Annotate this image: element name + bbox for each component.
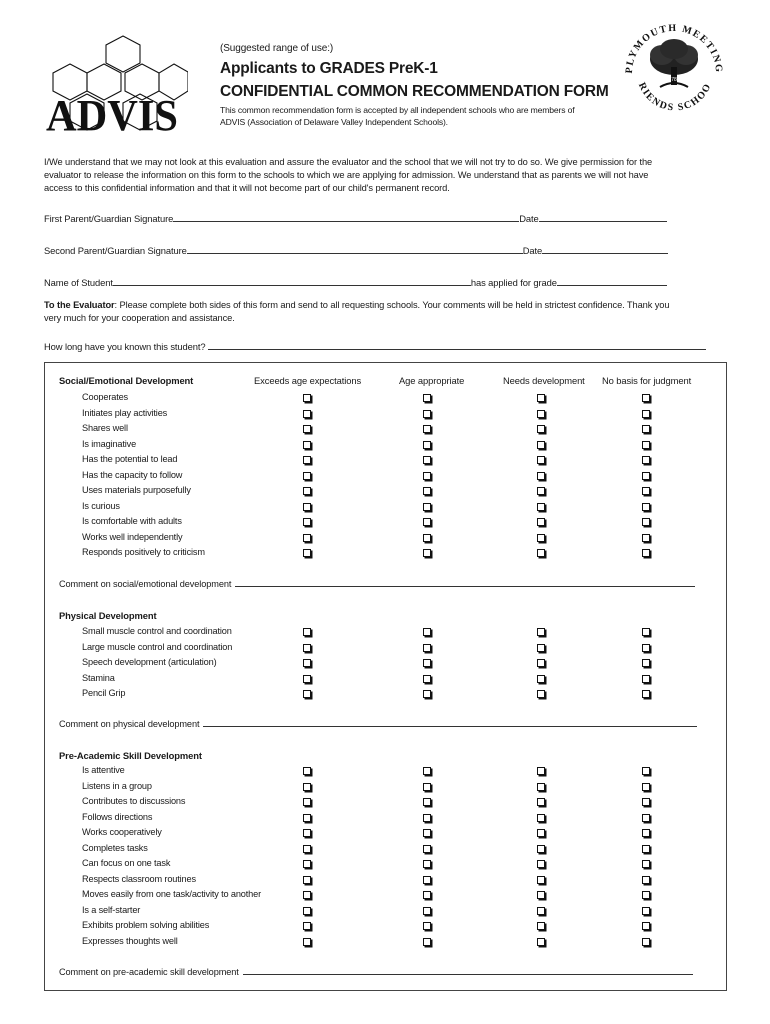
- evaluator-instructions-line1: [44, 299, 669, 312]
- evaluator-label: To the Evaluator: [44, 300, 115, 310]
- column-no-basis: No basis for judgment: [602, 375, 692, 386]
- rating-checkbox[interactable]: [303, 394, 311, 402]
- rating-checkbox[interactable]: [537, 425, 545, 433]
- rating-checkbox[interactable]: [642, 628, 650, 636]
- form-description-line1: This common recommendation form is accepted by all independent schools who are members of: [220, 105, 575, 115]
- rating-checkbox[interactable]: [642, 410, 650, 418]
- rating-checkbox[interactable]: [537, 503, 545, 511]
- rating-checkbox[interactable]: [642, 675, 650, 683]
- rating-checkbox[interactable]: [537, 534, 545, 542]
- criterion-small-muscle-control-and-coordination: Small muscle control and coordination: [82, 626, 232, 636]
- rating-checkbox[interactable]: [642, 690, 650, 698]
- criterion-responds-positively-to-criticism: Responds positively to criticism: [82, 547, 205, 557]
- criterion-respects-classroom-routines: Respects classroom routines: [82, 873, 196, 884]
- student-name-row: [44, 277, 667, 288]
- rating-checkbox[interactable]: [423, 472, 431, 480]
- criterion-follows-directions: Follows directions: [82, 811, 153, 822]
- rating-checkbox[interactable]: [423, 534, 431, 542]
- comment-label: Comment on physical development: [59, 719, 200, 729]
- rating-checkbox[interactable]: [303, 503, 311, 511]
- evaluator-text-line1: : Please complete both sides of this form and send to all requesting schools. Your comments will be held in strictest confidence. Thank you: [114, 300, 670, 310]
- comment-field[interactable]: [203, 718, 697, 727]
- criterion-is-curious: Is curious: [82, 500, 120, 511]
- first-date-label: Date: [519, 213, 539, 224]
- rating-checkbox[interactable]: [303, 410, 311, 418]
- usage-range-note: (Suggested range of use:): [220, 43, 334, 54]
- criterion-is-comfortable-with-adults: Is comfortable with adults: [82, 516, 182, 526]
- second-date-label: Date: [522, 245, 543, 256]
- rating-checkbox[interactable]: [423, 829, 431, 837]
- rating-checkbox[interactable]: [303, 487, 311, 495]
- second-date-field[interactable]: [542, 245, 668, 254]
- criterion-works-cooperatively: Works cooperatively: [82, 827, 162, 837]
- rating-checkbox[interactable]: [642, 487, 650, 495]
- rating-checkbox[interactable]: [423, 628, 431, 636]
- school-seal-logo: [620, 15, 728, 123]
- criterion-initiates-play-activities: Initiates play activities: [82, 407, 168, 418]
- comment-row-physical-development: [59, 718, 697, 729]
- rating-checkbox[interactable]: [303, 907, 311, 915]
- first-signature-field[interactable]: [173, 213, 519, 222]
- rating-checkbox[interactable]: [303, 659, 311, 667]
- rating-checkbox[interactable]: [303, 845, 311, 853]
- rating-checkbox[interactable]: [303, 922, 311, 930]
- criterion-can-focus-on-one-task: Can focus on one task: [82, 858, 171, 868]
- rating-checkbox[interactable]: [303, 472, 311, 480]
- criterion-speech-development-articulation: Speech development (articulation): [82, 657, 217, 667]
- consent-line2: evaluator to release the information on this form to the schools to which we are applying for admission. We understand that as parents we will not have: [44, 170, 649, 180]
- form-description-line2: ADVIS (Association of Delaware Valley Independent Schools).: [220, 117, 448, 127]
- rating-checkbox[interactable]: [303, 876, 311, 884]
- student-name-label: Name of Student: [44, 277, 113, 288]
- rating-checkbox[interactable]: [642, 394, 650, 402]
- rating-checkbox[interactable]: [642, 845, 650, 853]
- form-title-confidential: CONFIDENTIAL COMMON RECOMMENDATION FORM: [220, 83, 609, 100]
- rating-checkbox[interactable]: [303, 891, 311, 899]
- criterion-has-the-potential-to-lead: Has the potential to lead: [82, 454, 178, 464]
- comment-label: Comment on pre-academic skill development: [59, 967, 239, 977]
- known-duration-label: How long have you known this student?: [44, 341, 206, 352]
- rating-checkbox[interactable]: [423, 798, 431, 806]
- rating-checkbox[interactable]: [423, 845, 431, 853]
- form-title-grades: Applicants to GRADES PreK-1: [220, 60, 438, 77]
- rating-checkbox[interactable]: [303, 534, 311, 542]
- advis-logo-text: ADVIS: [46, 91, 178, 140]
- rating-checkbox[interactable]: [423, 876, 431, 884]
- criterion-shares-well: Shares well: [82, 423, 128, 433]
- criterion-is-imaginative: Is imaginative: [82, 438, 137, 449]
- rating-checkbox[interactable]: [642, 441, 650, 449]
- rating-checkbox[interactable]: [642, 829, 650, 837]
- rating-checkbox[interactable]: [537, 456, 545, 464]
- rating-checkbox[interactable]: [303, 814, 311, 822]
- rating-checkbox[interactable]: [537, 628, 545, 636]
- criterion-works-well-independently: Works well independently: [82, 531, 183, 542]
- rating-checkbox[interactable]: [537, 783, 545, 791]
- section-title-physical-development: Physical Development: [59, 610, 157, 621]
- comment-row-pre-academic-skill-development: [59, 966, 693, 977]
- rating-checkbox[interactable]: [642, 425, 650, 433]
- rating-checkbox[interactable]: [423, 644, 431, 652]
- consent-line3: access to this confidential information and that it will not become part of our child's permanent record.: [44, 183, 450, 193]
- rating-checkbox[interactable]: [423, 783, 431, 791]
- applied-grade-field[interactable]: [557, 277, 667, 286]
- rating-checkbox[interactable]: [537, 472, 545, 480]
- criterion-listens-in-a-group: Listens in a group: [82, 780, 152, 791]
- rating-checkbox[interactable]: [303, 644, 311, 652]
- second-signature-field[interactable]: [187, 245, 523, 254]
- rating-checkbox[interactable]: [642, 549, 650, 557]
- rating-checkbox[interactable]: [642, 503, 650, 511]
- rating-checkbox[interactable]: [642, 659, 650, 667]
- rating-checkbox[interactable]: [423, 922, 431, 930]
- first-signature-row: [44, 213, 667, 224]
- rating-checkbox[interactable]: [303, 425, 311, 433]
- criterion-exhibits-problem-solving-abilities: Exhibits problem solving abilities: [82, 920, 210, 930]
- rating-checkbox[interactable]: [537, 487, 545, 495]
- rating-checkbox[interactable]: [303, 829, 311, 837]
- rating-checkbox[interactable]: [423, 675, 431, 683]
- rating-checkbox[interactable]: [423, 690, 431, 698]
- evaluator-instructions-line2: very much for your cooperation and assistance.: [44, 313, 235, 323]
- criterion-is-attentive: Is attentive: [82, 765, 125, 775]
- rating-checkbox[interactable]: [303, 860, 311, 868]
- first-date-field[interactable]: [539, 213, 667, 222]
- criterion-moves-easily-from-one-task-activity-to-another: Moves easily from one task/activity to another: [82, 889, 261, 899]
- rating-checkbox[interactable]: [642, 472, 650, 480]
- comment-field[interactable]: [243, 966, 693, 975]
- rating-checkbox[interactable]: [642, 876, 650, 884]
- rating-checkbox[interactable]: [423, 860, 431, 868]
- column-exceeds-expectations: Exceeds age expectations: [254, 375, 362, 386]
- rating-checkbox[interactable]: [423, 767, 431, 775]
- rating-checkbox[interactable]: [537, 922, 545, 930]
- school-seal-year: 1780: [668, 77, 680, 83]
- rating-checkbox[interactable]: [537, 659, 545, 667]
- first-signature-label: First Parent/Guardian Signature: [44, 213, 174, 224]
- rating-checkbox[interactable]: [537, 644, 545, 652]
- rating-checkbox[interactable]: [303, 441, 311, 449]
- rating-checkbox[interactable]: [303, 783, 311, 791]
- rating-checkbox[interactable]: [423, 518, 431, 526]
- criterion-expresses-thoughts-well: Expresses thoughts well: [82, 935, 178, 946]
- rating-checkbox[interactable]: [537, 845, 545, 853]
- rating-checkbox[interactable]: [303, 456, 311, 464]
- rating-checkbox[interactable]: [423, 441, 431, 449]
- rating-checkbox[interactable]: [537, 767, 545, 775]
- criterion-uses-materials-purposefully: Uses materials purposefully: [82, 485, 191, 495]
- rating-checkbox[interactable]: [303, 798, 311, 806]
- rating-checkbox[interactable]: [423, 659, 431, 667]
- consent-line1: I/We understand that we may not look at this evaluation and assure the evaluator and the school that we will not try to do so. We give permission for the: [44, 157, 653, 167]
- rating-checkbox[interactable]: [537, 394, 545, 402]
- rating-checkbox[interactable]: [423, 891, 431, 899]
- rating-checkbox[interactable]: [537, 518, 545, 526]
- school-seal-name-top: PLYMOUTH MEETING: [623, 22, 725, 74]
- rating-checkbox[interactable]: [537, 891, 545, 899]
- rating-checkbox[interactable]: [537, 907, 545, 915]
- rating-checkbox[interactable]: [537, 675, 545, 683]
- student-name-field[interactable]: [113, 277, 471, 286]
- rating-checkbox[interactable]: [423, 456, 431, 464]
- rating-checkbox[interactable]: [423, 487, 431, 495]
- rating-checkbox[interactable]: [423, 938, 431, 946]
- criterion-large-muscle-control-and-coordination: Large muscle control and coordination: [82, 641, 233, 652]
- criterion-cooperates: Cooperates: [82, 392, 128, 402]
- section-title-social-emotional-development: Social/Emotional Development: [59, 375, 194, 386]
- rating-checkbox[interactable]: [537, 938, 545, 946]
- second-signature-label: Second Parent/Guardian Signature: [44, 245, 187, 256]
- criterion-is-a-self-starter: Is a self-starter: [82, 904, 141, 915]
- rating-checkbox[interactable]: [642, 798, 650, 806]
- column-needs-development: Needs development: [503, 375, 585, 386]
- rating-checkbox[interactable]: [642, 534, 650, 542]
- rating-checkbox[interactable]: [423, 503, 431, 511]
- rating-checkbox[interactable]: [423, 814, 431, 822]
- rating-checkbox[interactable]: [303, 690, 311, 698]
- rating-checkbox[interactable]: [642, 938, 650, 946]
- rating-checkbox[interactable]: [642, 644, 650, 652]
- rating-checkbox[interactable]: [423, 549, 431, 557]
- rating-checkbox[interactable]: [642, 860, 650, 868]
- rating-checkbox[interactable]: [423, 907, 431, 915]
- rating-checkbox[interactable]: [642, 456, 650, 464]
- column-age-appropriate: Age appropriate: [399, 375, 465, 386]
- rating-checkbox[interactable]: [537, 876, 545, 884]
- rating-checkbox[interactable]: [423, 394, 431, 402]
- comment-label: Comment on social/emotional development: [59, 579, 232, 589]
- criterion-pencil-grip: Pencil Grip: [82, 688, 126, 698]
- comment-field[interactable]: [235, 578, 695, 587]
- criterion-has-the-capacity-to-follow: Has the capacity to follow: [82, 469, 183, 480]
- rating-checkbox[interactable]: [303, 549, 311, 557]
- second-signature-row: [44, 245, 668, 256]
- comment-row-social-emotional-development: [59, 578, 695, 589]
- rating-checkbox[interactable]: [303, 518, 311, 526]
- applied-grade-label: has applied for grade: [470, 277, 557, 288]
- school-seal-name-bottom: RIENDS SCHOO: [635, 80, 714, 114]
- advis-logo: [40, 34, 188, 144]
- known-duration-row: [44, 341, 706, 352]
- rating-checkbox[interactable]: [642, 783, 650, 791]
- criterion-stamina: Stamina: [82, 672, 115, 683]
- rating-checkbox[interactable]: [537, 410, 545, 418]
- rating-checkbox[interactable]: [642, 518, 650, 526]
- rating-checkbox[interactable]: [303, 767, 311, 775]
- rating-checkbox[interactable]: [642, 907, 650, 915]
- rating-checkbox[interactable]: [303, 675, 311, 683]
- rating-checkbox[interactable]: [303, 938, 311, 946]
- rating-checkbox[interactable]: [642, 767, 650, 775]
- rating-checkbox[interactable]: [537, 829, 545, 837]
- rating-checkbox[interactable]: [537, 814, 545, 822]
- rating-checkbox[interactable]: [642, 814, 650, 822]
- rating-checkbox[interactable]: [537, 798, 545, 806]
- criterion-contributes-to-discussions: Contributes to discussions: [82, 796, 186, 806]
- rating-checkbox[interactable]: [537, 860, 545, 868]
- rating-checkbox[interactable]: [642, 922, 650, 930]
- rating-checkbox[interactable]: [537, 690, 545, 698]
- rating-checkbox[interactable]: [423, 425, 431, 433]
- rating-checkbox[interactable]: [642, 891, 650, 899]
- section-title-pre-academic-skill-development: Pre-Academic Skill Development: [59, 750, 202, 761]
- rating-checkbox[interactable]: [537, 441, 545, 449]
- known-duration-field[interactable]: [208, 341, 706, 350]
- rating-checkbox[interactable]: [303, 628, 311, 636]
- rating-checkbox[interactable]: [423, 410, 431, 418]
- criterion-completes-tasks: Completes tasks: [82, 842, 148, 853]
- rating-checkbox[interactable]: [537, 549, 545, 557]
